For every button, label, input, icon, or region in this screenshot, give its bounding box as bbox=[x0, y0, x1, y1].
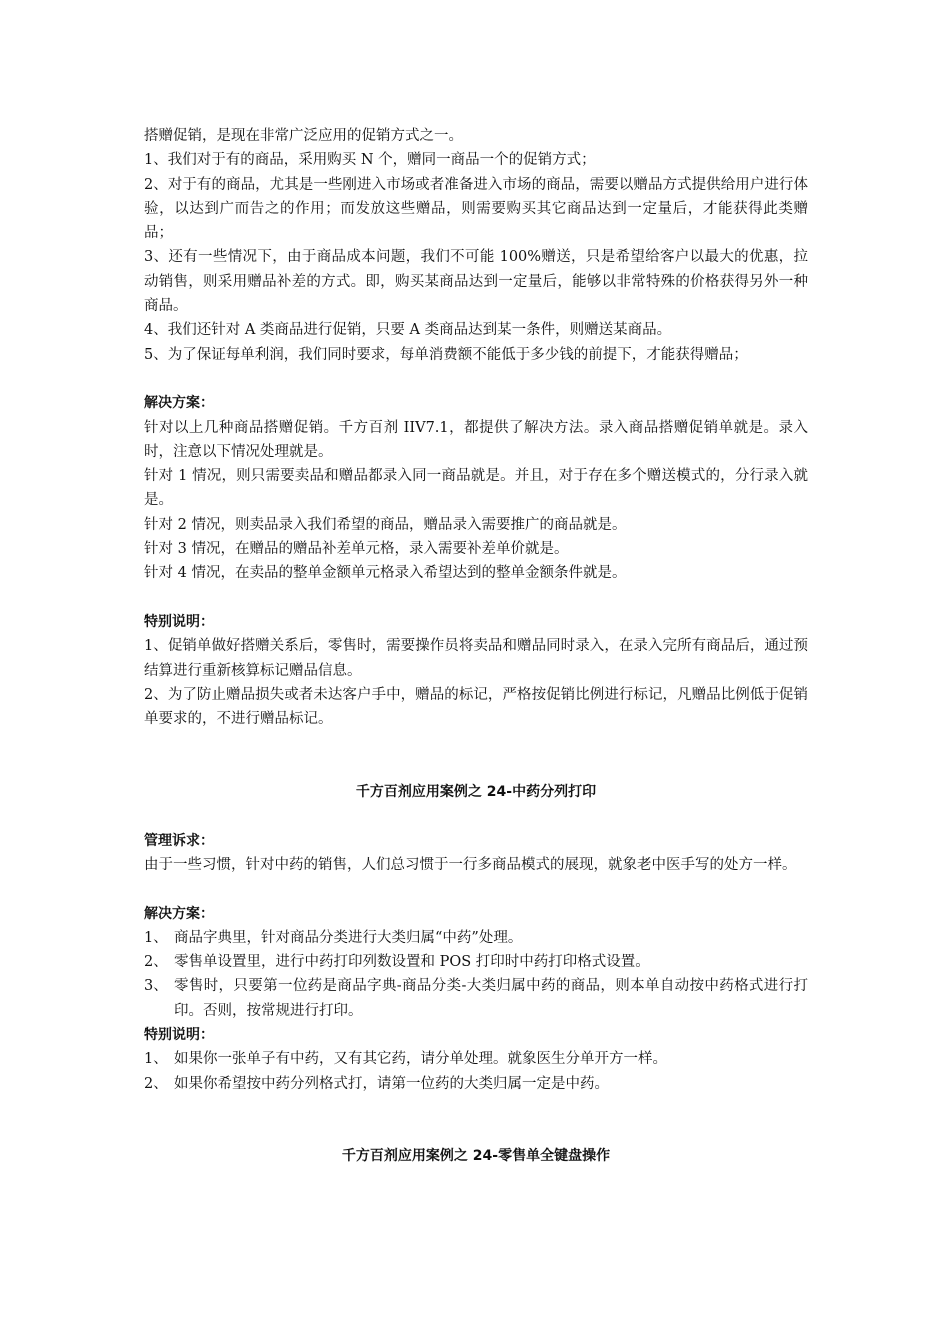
spacer bbox=[144, 877, 808, 901]
solution-heading: 解决方案： bbox=[144, 395, 214, 412]
list-item bbox=[144, 1072, 808, 1096]
document-body bbox=[144, 124, 808, 1169]
intro-lead: 搭赠促销，是现在非常广泛应用的促销方式之一。 bbox=[144, 128, 463, 144]
special-note-heading-tcm: 特别说明： bbox=[144, 1026, 214, 1043]
solution-heading-tcm: 解决方案： bbox=[144, 905, 214, 922]
spacer bbox=[144, 804, 808, 828]
list-item bbox=[144, 1047, 808, 1071]
intro-item-2: 2、对于有的商品，尤其是一些刚进入市场或者准备进入市场的商品，需要以赠品方式提供给用户进行体验，以达到广而告之的作用；而发放这些赠品，则需要购买其它商品达到一定量后，才能获得此类赠品； bbox=[144, 176, 808, 242]
intro-item-1: 1、我们对于有的商品，采用购买 N 个，赠同一商品一个的促销方式； bbox=[144, 152, 596, 169]
solution-paragraph: 针对以上几种商品搭赠促销。千方百剂 IIV7.1，都提供了解决方法。录入商品搭赠促销单就是。录入时，注意以下情况处理就是。 bbox=[144, 419, 808, 460]
list-number: 1、 bbox=[144, 1051, 168, 1068]
spacer bbox=[144, 1096, 808, 1145]
list-number: 2、 bbox=[144, 1075, 168, 1092]
case-title-keyboard: 千方百剂应用案例之 24-零售单全键盘操作 bbox=[341, 1148, 611, 1165]
special-note-heading: 特别说明： bbox=[144, 613, 214, 630]
list-item bbox=[144, 950, 808, 974]
solution-paragraph: 针对 2 情况，则卖品录入我们希望的商品，赠品录入需要推广的商品就是。 bbox=[144, 516, 627, 533]
list-number: 2、 bbox=[144, 954, 168, 971]
list-number: 1、 bbox=[144, 929, 168, 946]
list-item bbox=[144, 974, 808, 1023]
spacer bbox=[144, 367, 808, 391]
list-text: 商品字典里，针对商品分类进行大类归属“中药”处理。 bbox=[174, 929, 523, 946]
management-heading: 管理诉求： bbox=[144, 832, 214, 849]
list-text: 如果你一张单子有中药，又有其它药，请分单处理。就象医生分单开方一样。 bbox=[174, 1051, 667, 1068]
list-text: 零售时，只要第一位药是商品字典-商品分类-大类归属中药的商品，则本单自动按中药格式进行打印。否则，按常规进行打印。 bbox=[174, 978, 808, 1019]
intro-item-4: 4、我们还针对 A 类商品进行促销，只要 A 类商品达到某一条件，则赠送某商品。 bbox=[144, 322, 672, 339]
solution-paragraph: 针对 1 情况，则只需要卖品和赠品都录入同一商品就是。并且，对于存在多个赠送模式的，分行录入就是。 bbox=[144, 468, 808, 509]
solution-paragraph: 针对 3 情况，在赠品的赠品补差单元格，录入需要补差单价就是。 bbox=[144, 541, 569, 558]
intro-item-3: 3、还有一些情况下，由于商品成本问题，我们不可能 100%赠送，只是希望给客户以最大的优惠，拉动销售，则采用赠品补差的方式。即，购买某商品达到一定量后，能够以非常特殊的价格获得另外一种商品。 bbox=[144, 249, 808, 315]
intro-item-5: 5、为了保证每单利润，我们同时要求，每单消费额不能低于多少钱的前提下，才能获得赠品； bbox=[144, 346, 748, 363]
list-text: 零售单设置里，进行中药打印列数设置和 POS 打印时中药打印格式设置。 bbox=[174, 954, 650, 971]
special-note-paragraph: 2、为了防止赠品损失或者未达客户手中，赠品的标记，严格按促销比例进行标记，凡赠品比例低于促销单要求的，不进行赠品标记。 bbox=[144, 686, 808, 728]
special-note-paragraph: 1、促销单做好搭赠关系后，零售时，需要操作员将卖品和赠品同时录入，在录入完所有商品后，通过预结算进行重新核算标记赠品信息。 bbox=[144, 638, 808, 679]
list-text: 如果你希望按中药分列格式打，请第一位药的大类归属一定是中药。 bbox=[174, 1075, 609, 1092]
list-item bbox=[144, 926, 808, 950]
management-text: 由于一些习惯，针对中药的销售，人们总习惯于一行多商品模式的展现，就象老中医手写的处方一样。 bbox=[144, 856, 797, 873]
list-number: 3、 bbox=[144, 978, 168, 995]
case-title-tcm-print: 千方百剂应用案例之 24-中药分列打印 bbox=[355, 784, 597, 801]
spacer bbox=[144, 586, 808, 610]
solution-paragraph: 针对 4 情况，在卖品的整单金额单元格录入希望达到的整单金额条件就是。 bbox=[144, 565, 627, 582]
spacer bbox=[144, 731, 808, 780]
